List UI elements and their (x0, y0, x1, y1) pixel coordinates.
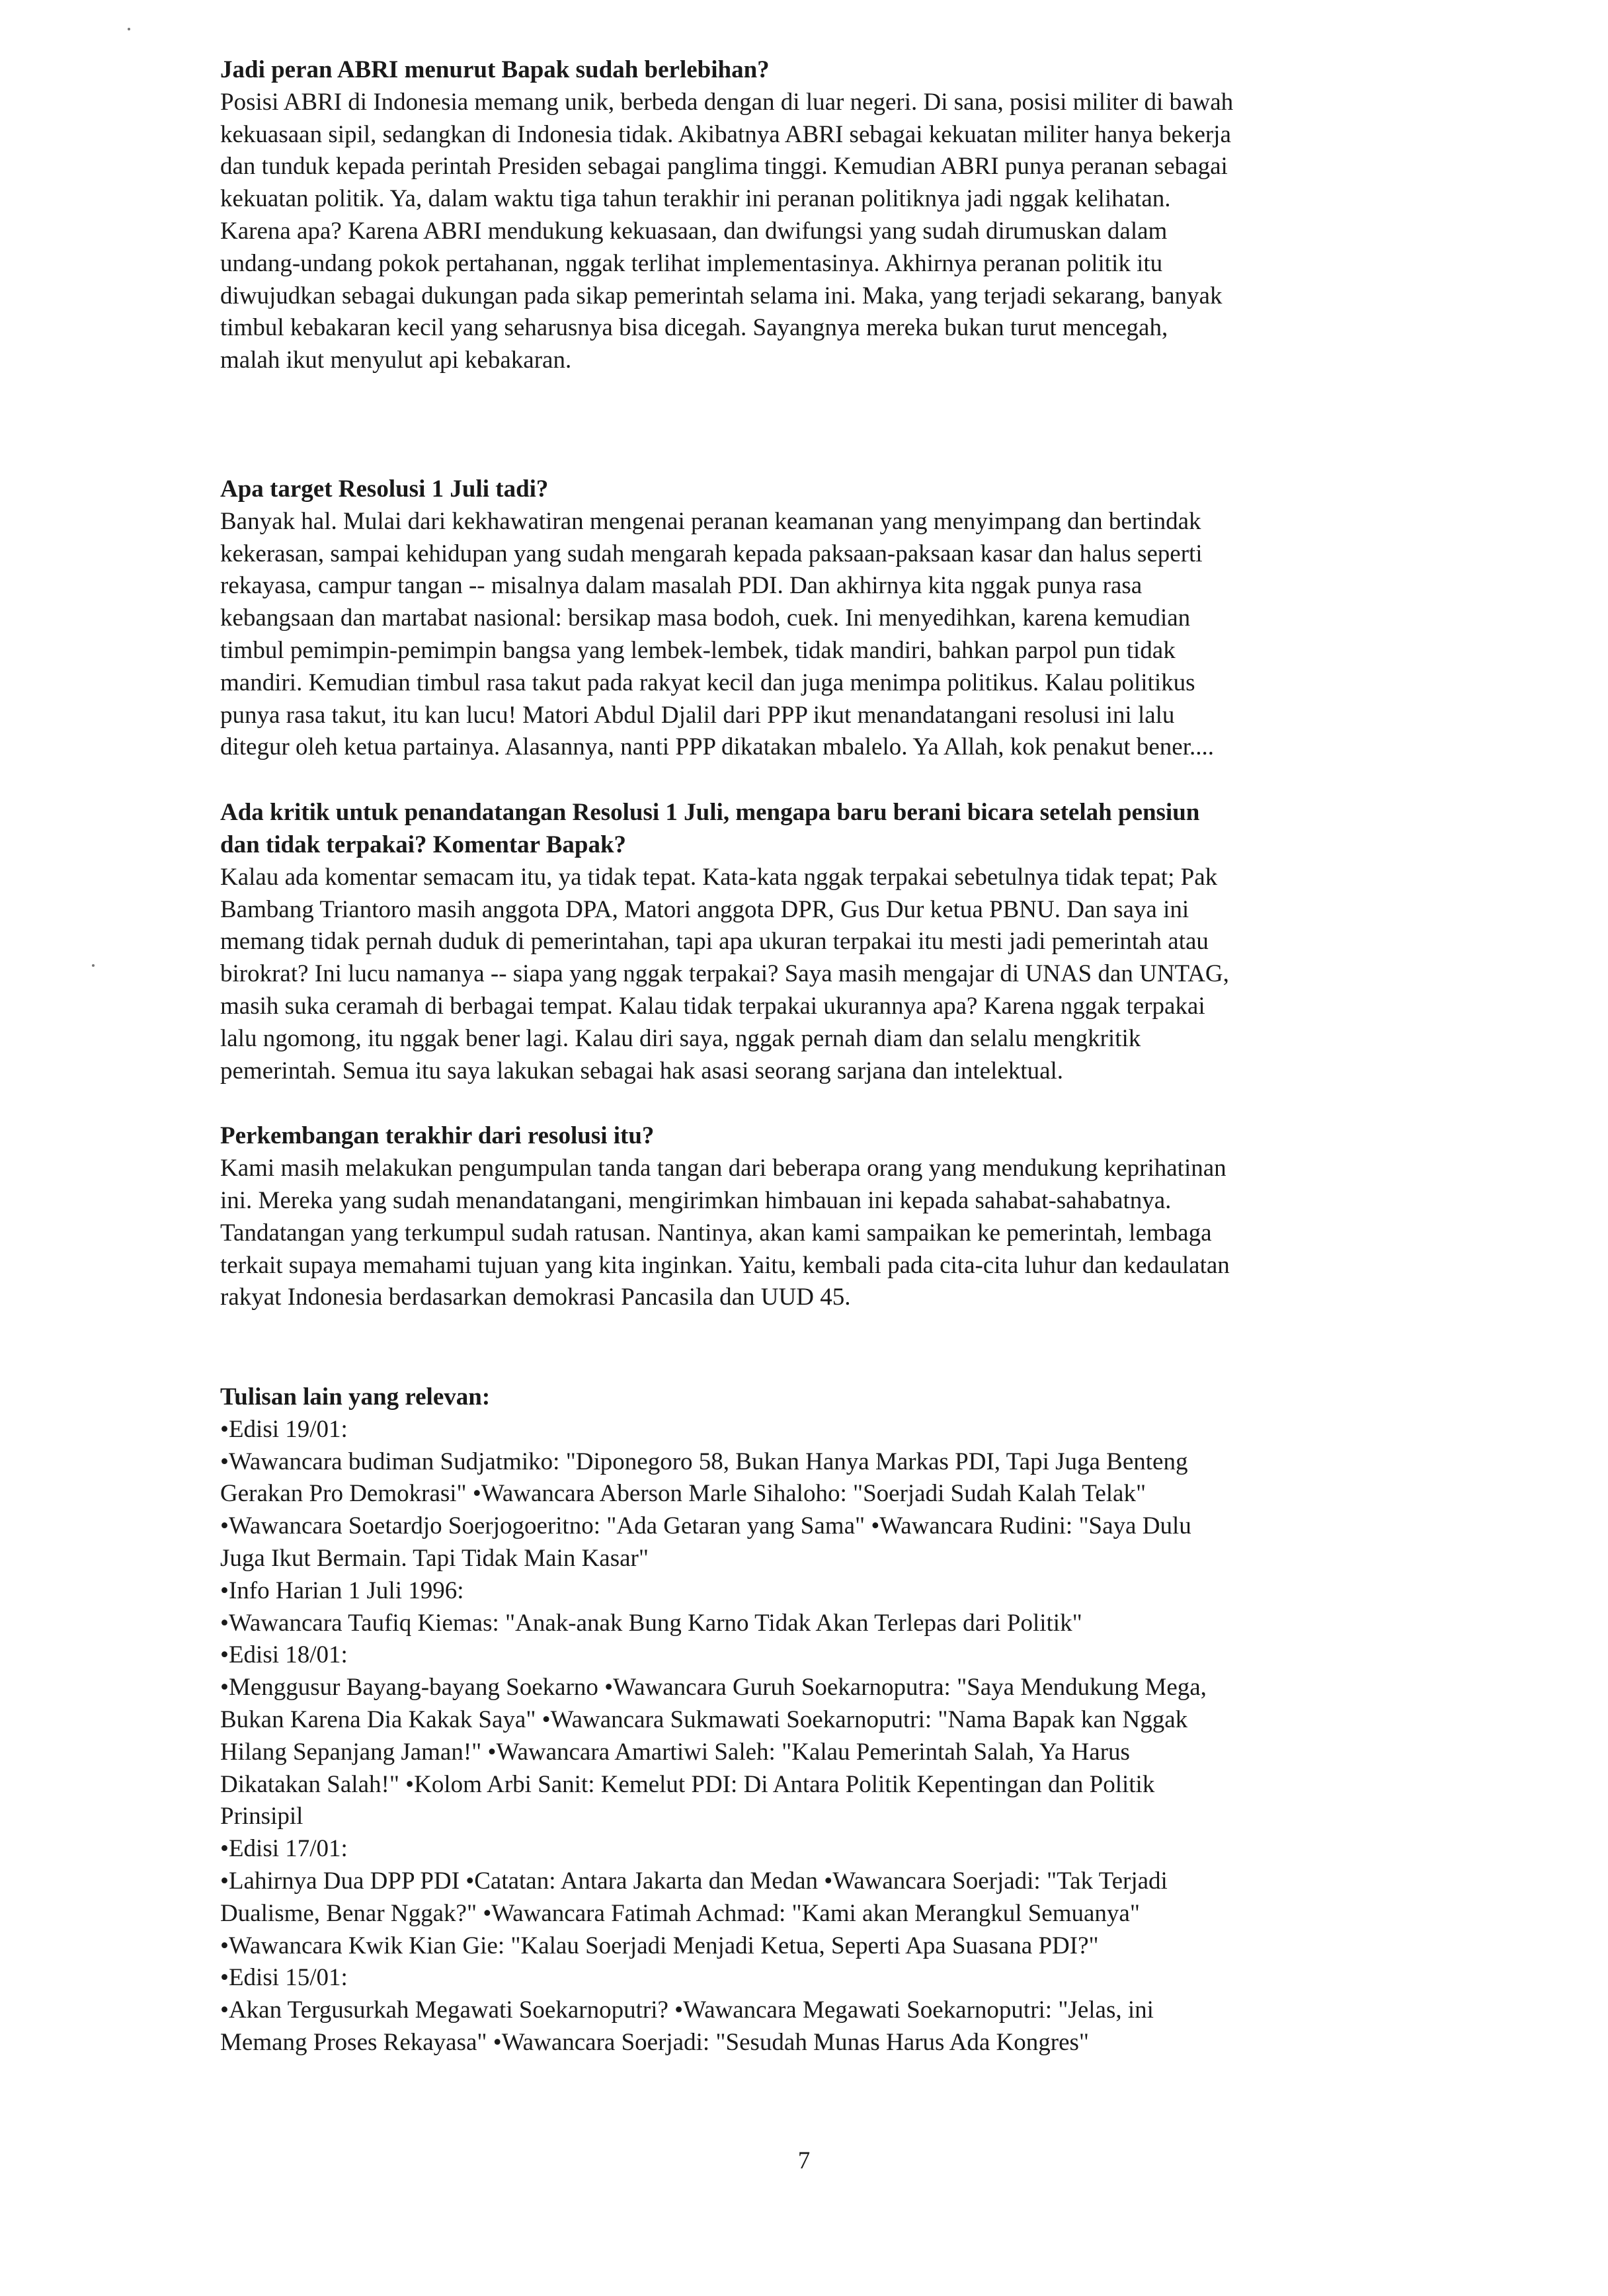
related-line: Memang Proses Rekayasa" •Wawancara Soerjadi: "Sesudah Munas Harus Ada Kongres" (220, 2029, 1089, 2057)
related-edition-label: •Edisi 15/01: (220, 1964, 348, 1992)
answer-line: Bambang Triantoro masih anggota DPA, Matori anggota DPR, Gus Dur ketua PBNU. Dan saya ini (220, 895, 1189, 923)
qa-section-criticism (220, 797, 1410, 1087)
answer-paragraph (220, 1153, 1410, 1314)
related-line: •Wawancara Soetardjo Soerjogoeritno: "Ada Getaran yang Sama" •Wawancara Rudini: "Saya Dulu (220, 1512, 1191, 1540)
related-line: Juga Ikut Bermain. Tapi Tidak Main Kasar" (220, 1545, 649, 1573)
answer-paragraph (220, 506, 1410, 764)
related-line: •Wawancara Kwik Kian Gie: "Kalau Soerjadi Menjadi Ketua, Seperti Apa Suasana PDI?" (220, 1932, 1099, 1959)
related-line: Dikatakan Salah!" •Kolom Arbi Sanit: Kemelut PDI: Di Antara Politik Kepentingan dan Politik (220, 1770, 1155, 1798)
answer-line: Kami masih melakukan pengumpulan tanda tangan dari beberapa orang yang mendukung keprihatinan (220, 1155, 1226, 1182)
answer-line: terkait supaya memahami tujuan yang kita inginkan. Yaitu, kembali pada cita-cita luhur dan kedaulatan (220, 1251, 1230, 1279)
answer-line: birokrat? Ini lucu namanya -- siapa yang nggak terpakai? Saya masih mengajar di UNAS dan UNTAG, (220, 960, 1229, 988)
related-line: •Wawancara budiman Sudjatmiko: "Diponegoro 58, Bukan Hanya Markas PDI, Tapi Juga Benteng (220, 1448, 1188, 1475)
answer-line: kekerasan, sampai kehidupan yang sudah mengarah kepada paksaan-paksaan kasar dan halus seperti (220, 540, 1203, 567)
related-articles (220, 1381, 1410, 2059)
related-line: •Wawancara Taufiq Kiemas: "Anak-anak Bung Karno Tidak Akan Terlepas dari Politik" (220, 1609, 1082, 1637)
related-line: Gerakan Pro Demokrasi" •Wawancara Aberson Marle Sihaloho: "Soerjadi Sudah Kalah Telak" (220, 1480, 1146, 1508)
answer-line: punya rasa takut, itu kan lucu! Matori Abdul Djalil dari PPP ikut menandatangani resolusi ini lalu (220, 701, 1175, 729)
related-edition-label: •Edisi 18/01: (220, 1641, 348, 1669)
answer-line: masih suka ceramah di berbagai tempat. Kalau tidak terpakai ukurannya apa? Karena nggak terpakai (220, 992, 1205, 1020)
answer-line: malah ikut menyulut api kebakaran. (220, 347, 572, 374)
answer-line: kekuasaan sipil, sedangkan di Indonesia tidak. Akibatnya ABRI sebagai kekuatan militer hanya bekerja (220, 120, 1231, 148)
related-line: •Menggusur Bayang-bayang Soekarno •Wawancara Guruh Soekarnoputra: "Saya Mendukung Mega, (220, 1674, 1207, 1702)
related-line: Prinsipil (220, 1803, 303, 1830)
answer-paragraph (220, 862, 1410, 1088)
answer-line: Kalau ada komentar semacam itu, ya tidak tepat. Kata-kata nggak terpakai sebetulnya tidak tepat; Pak (220, 863, 1218, 891)
related-line: Bukan Karena Dia Kakak Saya" •Wawancara Sukmawati Soekarnoputri: "Nama Bapak kan Nggak (220, 1706, 1188, 1734)
answer-line: lalu ngomong, itu nggak bener lagi. Kalau diri saya, nggak pernah diam dan selalu mengkritik (220, 1024, 1141, 1052)
related-edition-label: •Edisi 17/01: (220, 1835, 348, 1863)
answer-line: undang-undang pokok pertahanan, nggak terlihat implementasinya. Akhirnya peranan politik itu (220, 249, 1163, 277)
answer-line: kekuatan politik. Ya, dalam waktu tiga tahun terakhir ini peranan politiknya jadi nggak kelihatan. (220, 185, 1171, 213)
qa-section-abri-role (220, 54, 1410, 377)
related-edition-label: •Info Harian 1 Juli 1996: (220, 1577, 464, 1604)
answer-line: Posisi ABRI di Indonesia memang unik, berbeda dengan di luar negeri. Di sana, posisi militer di bawah (220, 88, 1234, 116)
related-line: Hilang Sepanjang Jaman!" •Wawancara Amartiwi Saleh: "Kalau Pemerintah Salah, Ya Harus (220, 1738, 1130, 1766)
answer-line: Tandatangan yang terkumpul sudah ratusan. Nantinya, akan kami sampaikan ke pemerintah, lembaga (220, 1219, 1212, 1247)
answer-line: mandiri. Kemudian timbul rasa takut pada rakyat kecil dan juga menimpa politikus. Kalau politikus (220, 669, 1195, 696)
answer-line: timbul kebakaran kecil yang seharusnya bisa dicegah. Sayangnya mereka bukan turut mencegah, (220, 314, 1168, 342)
related-edition-label: •Edisi 19/01: (220, 1415, 348, 1443)
question-heading: Jadi peran ABRI menurut Bapak sudah berlebihan? (220, 56, 770, 83)
answer-line: timbul pemimpin-pemimpin bangsa yang lembek-lembek, tidak mandiri, bahkan parpol pun tidak (220, 636, 1176, 664)
scan-speck (128, 28, 130, 30)
question-line: dan tidak terpakai? Komentar Bapak? (220, 831, 627, 858)
related-line: •Lahirnya Dua DPP PDI •Catatan: Antara Jakarta dan Medan •Wawancara Soerjadi: "Tak Terjadi (220, 1867, 1168, 1895)
page-number: 7 (797, 2147, 811, 2174)
answer-line: ini. Mereka yang sudah menandatangani, mengirimkan himbauan ini kepada sahabat-sahabatnya. (220, 1186, 1172, 1214)
answer-line: ditegur oleh ketua partainya. Alasannya, nanti PPP dikatakan mbalelo. Ya Allah, kok penakut bener.... (220, 733, 1214, 761)
qa-section-resolution-target (220, 473, 1410, 764)
answer-line: dan tunduk kepada perintah Presiden sebagai panglima tinggi. Kemudian ABRI punya peranan sebagai (220, 153, 1228, 181)
answer-line: rakyat Indonesia berdasarkan demokrasi Pancasila dan UUD 45. (220, 1284, 851, 1311)
question-heading: Apa target Resolusi 1 Juli tadi? (220, 475, 549, 503)
scan-speck (92, 964, 95, 967)
related-heading: Tulisan lain yang relevan: (220, 1383, 491, 1411)
answer-line: Karena apa? Karena ABRI mendukung kekuasaan, dan dwifungsi yang sudah dirumuskan dalam (220, 217, 1168, 245)
question-line: Ada kritik untuk penandatangan Resolusi 1 Juli, mengapa baru berani bicara setelah pensiun (220, 799, 1200, 827)
related-line: Dualisme, Benar Nggak?" •Wawancara Fatimah Achmad: "Kami akan Merangkul Semuanya" (220, 1899, 1140, 1927)
answer-line: memang tidak pernah duduk di pemerintahan, tapi apa ukuran terpakai itu mesti jadi pemerintah atau (220, 928, 1209, 956)
qa-section-latest-development (220, 1120, 1410, 1314)
related-line: •Akan Tergusurkah Megawati Soekarnoputri? •Wawancara Megawati Soekarnoputri: "Jelas, ini (220, 1996, 1154, 2024)
answer-line: rekayasa, campur tangan -- misalnya dalam masalah PDI. Dan akhirnya kita nggak punya rasa (220, 572, 1143, 600)
answer-line: pemerintah. Semua itu saya lakukan sebagai hak asasi seorang sarjana dan intelektual. (220, 1057, 1064, 1085)
answer-line: Banyak hal. Mulai dari kekhawatiran mengenai peranan keamanan yang menyimpang dan bertindak (220, 507, 1201, 535)
answer-line: diwujudkan sebagai dukungan pada sikap pemerintah selama ini. Maka, yang terjadi sekarang, banyak (220, 282, 1223, 309)
page-content (220, 54, 1410, 2059)
question-heading: Perkembangan terakhir dari resolusi itu? (220, 1122, 655, 1150)
answer-line: kebangsaan dan martabat nasional: bersikap masa bodoh, cuek. Ini menyedihkan, karena kemudian (220, 604, 1191, 632)
answer-paragraph (220, 87, 1410, 377)
question-heading (220, 797, 1410, 862)
